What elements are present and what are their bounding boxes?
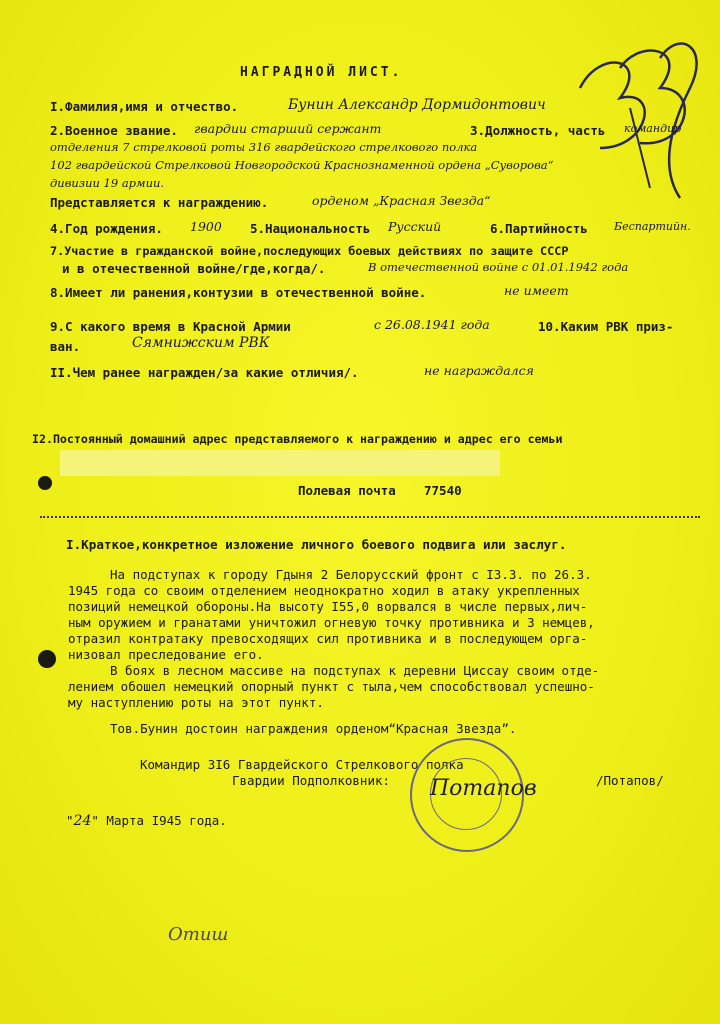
field-10-label-b: ван.	[50, 339, 81, 354]
field-8-value: не имеет	[504, 283, 569, 298]
field-5-label: 5.Национальность	[250, 221, 371, 236]
field-7-label-a: 7.Участие в гражданской войне,последующих боевых действиях по защите СССР	[50, 244, 569, 258]
field-9-value: с 26.08.1941 года	[374, 317, 490, 332]
paragraph-line-3: позиций немецкой обороны.На высоту I55,0 ворвался в числе первых,лич-	[68, 599, 588, 614]
document-title: НАГРАДНОЙ ЛИСТ.	[240, 65, 403, 80]
paragraph-line-6: низовал преследование его.	[68, 647, 264, 662]
paragraph-line-5: отразил контратаку превосходящих сил противника и в последующем орга-	[68, 631, 588, 646]
conclusion-line: Тов.Бунин достоин награждения орденом“Красная Звезда”.	[110, 721, 517, 736]
field-7-value: В отечественной войне с 01.01.1942 года	[368, 260, 629, 274]
paragraph-line-7: В боях в лесном массиве на подступах к деревни Циссау своим отде-	[110, 663, 600, 678]
field-3-value-b: отделения 7 стрелковой роты 316 гвардейского стрелкового полка	[50, 140, 478, 154]
paragraph-line-2: 1945 года со своим отделением неоднократно ходил в атаку укрепленных	[68, 583, 580, 598]
field-9-label: 9.С какого время в Красной Армии	[50, 319, 291, 334]
field-3-value-a: командир	[624, 122, 682, 135]
scribble-text: 338	[630, 80, 649, 91]
field-1-value: Бунин Александр Дормидонтович	[288, 97, 546, 113]
bottom-initials: Отиш	[168, 924, 229, 945]
field-6-label: 6.Партийность	[490, 221, 588, 236]
field-post-value: 77540	[424, 483, 462, 498]
field-11-value: не награждался	[424, 363, 534, 378]
field-11-label: II.Чем ранее награжден/за какие отличия/.	[50, 365, 359, 380]
field-5-value: Русский	[388, 219, 442, 234]
paragraph-line-1: На подступах к городу Гдыня 2 Белорусский фронт с I3.3. по 26.3.	[110, 567, 592, 582]
paragraph-line-4: ным оружием и гранатами уничтожил огневую точку противника и 3 немцев,	[68, 615, 595, 630]
field-10-label-a: 10.Каким РВК приз-	[538, 319, 674, 334]
presented-value: орденом „Красная Звезда“	[312, 193, 491, 208]
date-rest: Марта I945 года.	[106, 813, 227, 828]
section-heading: I.Краткое,конкретное изложение личного боевого подвига или заслуг.	[66, 537, 567, 552]
field-2-value: гвардии старший сержант	[194, 121, 382, 136]
field-3-value-c: 102 гвардейской Стрелковой Новгородской Краснознаменной ордена „Суворова“	[50, 158, 554, 172]
field-4-value: 1900	[190, 219, 222, 234]
field-7-label-b: и в отечественной войне/где,когда/.	[62, 261, 326, 276]
field-3-label: 3.Должность, часть	[470, 123, 606, 138]
commander-signature: Потапов	[430, 776, 537, 801]
rank-line: Гвардии Подполковник:	[232, 773, 391, 788]
presented-label: Представляется к награждению.	[50, 195, 269, 210]
ink-blot	[38, 476, 52, 490]
paragraph-line-9: му наступлению роты на этот пункт.	[68, 695, 324, 710]
field-4-label: 4.Год рождения.	[50, 221, 163, 236]
section-divider	[40, 516, 700, 518]
scribble-value	[640, 150, 642, 151]
paragraph-line-8: лением обошел немецкий опорный пункт с тыла,чем способствовал успешно-	[68, 679, 595, 694]
date-line: "24" Марта I945 года.	[66, 813, 227, 829]
redacted-address	[60, 450, 500, 476]
commander-name: /Потапов/	[596, 773, 664, 788]
field-1-label: I.Фамилия,имя и отчество.	[50, 99, 239, 114]
date-day: 24	[73, 813, 92, 829]
field-3-value-d: дивизии 19 армии.	[50, 176, 165, 190]
field-10-value: Сямнижским РВК	[132, 335, 270, 351]
field-6-value: Беспартийн.	[614, 220, 691, 233]
field-8-label: 8.Имеет ли ранения,контузии в отечественной войне.	[50, 285, 427, 300]
field-2-label: 2.Военное звание.	[50, 123, 178, 138]
top-right-scribble-mark	[560, 28, 710, 208]
field-12-label: I2.Постоянный домашний адрес представляемого к награждению и адрес его семьи	[32, 432, 563, 446]
commander-line: Командир 3I6 Гвардейского Стрелкового полка	[140, 757, 464, 772]
field-post-label: Полевая почта	[298, 483, 396, 498]
ink-blot-2	[38, 650, 56, 668]
